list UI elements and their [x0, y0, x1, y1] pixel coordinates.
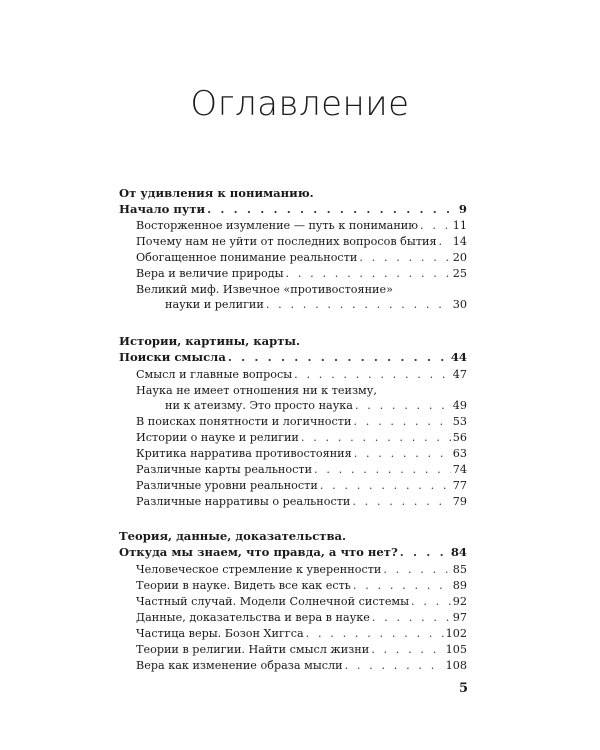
toc-entry[interactable]	[136, 494, 467, 510]
page-ref: 11	[452, 219, 467, 232]
dot-leader	[439, 234, 451, 250]
section-heading-line2[interactable]	[119, 349, 467, 365]
entry-title: Различные нарративы о реальности	[136, 495, 351, 508]
page-ref: 105	[445, 643, 467, 656]
page-ref: 77	[452, 479, 467, 492]
page-ref: 92	[452, 595, 467, 608]
dot-leader	[320, 478, 451, 494]
entry-title: Истории о науке и религии	[136, 431, 299, 444]
section-heading-text: Начало пути	[119, 202, 206, 216]
section-heading-text: Откуда мы знаем, что правда, а что нет?	[119, 545, 398, 559]
entry-title: Частица веры. Бозон Хиггса	[136, 627, 304, 640]
dot-leader	[306, 626, 444, 642]
section-heading-line1[interactable]	[119, 185, 467, 201]
dot-leader	[372, 610, 451, 626]
toc-entry[interactable]	[136, 430, 467, 446]
toc-entry-line2[interactable]	[136, 297, 467, 313]
entry-title: ни к атеизму. Это просто наука	[165, 399, 353, 412]
dot-leader	[228, 349, 449, 365]
page-ref: 63	[452, 447, 467, 460]
section-heading-text: От удивления к пониманию.	[119, 186, 314, 200]
toc-entry[interactable]	[136, 266, 467, 282]
entry-title: Теории в религии. Найти смысл жизни	[136, 643, 370, 656]
toc-entry[interactable]	[136, 478, 467, 494]
page-ref: 84	[450, 545, 467, 559]
toc-entry[interactable]	[136, 367, 467, 383]
dot-leader	[207, 201, 457, 217]
toc-entry[interactable]	[136, 414, 467, 430]
dot-leader	[420, 218, 451, 234]
toc-entry-line1[interactable]	[136, 383, 467, 399]
page-ref: 102	[445, 627, 467, 640]
entry-title: Великий миф. Извечное «противостояние»	[136, 283, 393, 296]
page-ref: 47	[452, 368, 467, 381]
page-ref: 53	[452, 415, 467, 428]
dot-leader	[286, 266, 451, 282]
page-ref: 85	[452, 563, 467, 576]
page-ref: 89	[452, 579, 467, 592]
entry-title: Различные карты реальности	[136, 463, 313, 476]
dot-leader	[359, 250, 450, 266]
entry-title: В поисках понятности и логичности	[136, 415, 352, 428]
dot-leader	[383, 562, 450, 578]
toc-entry[interactable]	[136, 578, 467, 594]
page-ref: 74	[452, 463, 467, 476]
page-ref: 30	[452, 298, 467, 311]
toc-entry[interactable]	[136, 626, 467, 642]
dot-leader	[353, 578, 451, 594]
toc-entry[interactable]	[136, 594, 467, 610]
page-number: 5	[458, 681, 468, 696]
toc-entry[interactable]	[136, 658, 467, 674]
entry-title: Частный случай. Модели Солнечной системы	[136, 595, 410, 608]
dot-leader	[352, 494, 450, 510]
page-title: Оглавление	[190, 84, 410, 124]
page-ref: 9	[458, 202, 467, 216]
page-ref: 97	[452, 611, 467, 624]
page-ref: 25	[452, 267, 467, 280]
page-ref: 14	[452, 235, 467, 248]
toc-entry-line2[interactable]	[136, 398, 467, 414]
entry-title: Вера и величие природы	[136, 267, 284, 280]
toc-entry[interactable]	[136, 446, 467, 462]
dot-leader	[411, 594, 451, 610]
entry-title: Человеческое стремление к уверенности	[136, 563, 382, 576]
section-heading-line1[interactable]	[119, 333, 467, 349]
toc-entry[interactable]	[136, 234, 467, 250]
toc-entry-line1[interactable]	[136, 282, 467, 298]
dot-leader	[353, 414, 450, 430]
page-ref: 20	[452, 251, 467, 264]
section-heading-line2[interactable]	[119, 544, 467, 560]
page-ref: 108	[445, 659, 467, 672]
toc-entry[interactable]	[136, 610, 467, 626]
page-ref: 79	[452, 495, 467, 508]
dot-leader	[355, 398, 451, 414]
dot-leader	[345, 658, 444, 674]
dot-leader	[266, 297, 451, 313]
entry-title: Наука не имеет отношения ни к теизму,	[136, 384, 377, 397]
dot-leader	[314, 462, 451, 478]
entry-title: Восторженное изумление — путь к пониманию	[136, 219, 419, 232]
dot-leader	[301, 430, 451, 446]
page-ref: 56	[452, 431, 467, 444]
entry-title: Смысл и главные вопросы	[136, 368, 293, 381]
section-heading-text: Поиски смысла	[119, 350, 226, 364]
entry-title: Обогащенное понимание реальности	[136, 251, 358, 264]
section-heading-text: Теория, данные, доказательства.	[119, 529, 347, 543]
dot-leader	[294, 367, 451, 383]
entry-title: науки и религии	[165, 298, 264, 311]
toc-entry[interactable]	[136, 250, 467, 266]
toc-entry[interactable]	[136, 462, 467, 478]
dot-leader	[400, 544, 449, 560]
entry-title: Критика нарратива противостояния	[136, 447, 352, 460]
section-heading-text: Истории, картины, карты.	[119, 334, 301, 348]
toc-entry[interactable]	[136, 642, 467, 658]
page-ref: 49	[452, 399, 467, 412]
entry-title: Теории в науке. Видеть все как есть	[136, 579, 351, 592]
entry-title: Данные, доказательства и вера в науке	[136, 611, 370, 624]
dot-leader	[371, 642, 443, 658]
dot-leader	[354, 446, 451, 462]
section-heading-line1[interactable]	[119, 528, 467, 544]
page-ref: 44	[450, 350, 467, 364]
entry-title: Вера как изменение образа мысли	[136, 659, 343, 672]
entry-title: Различные уровни реальности	[136, 479, 318, 492]
entry-title: Почему нам не уйти от последних вопросов бытия	[136, 235, 437, 248]
section-heading-line2[interactable]	[119, 201, 467, 217]
toc-entry[interactable]	[136, 562, 467, 578]
toc-entry[interactable]	[136, 218, 467, 234]
